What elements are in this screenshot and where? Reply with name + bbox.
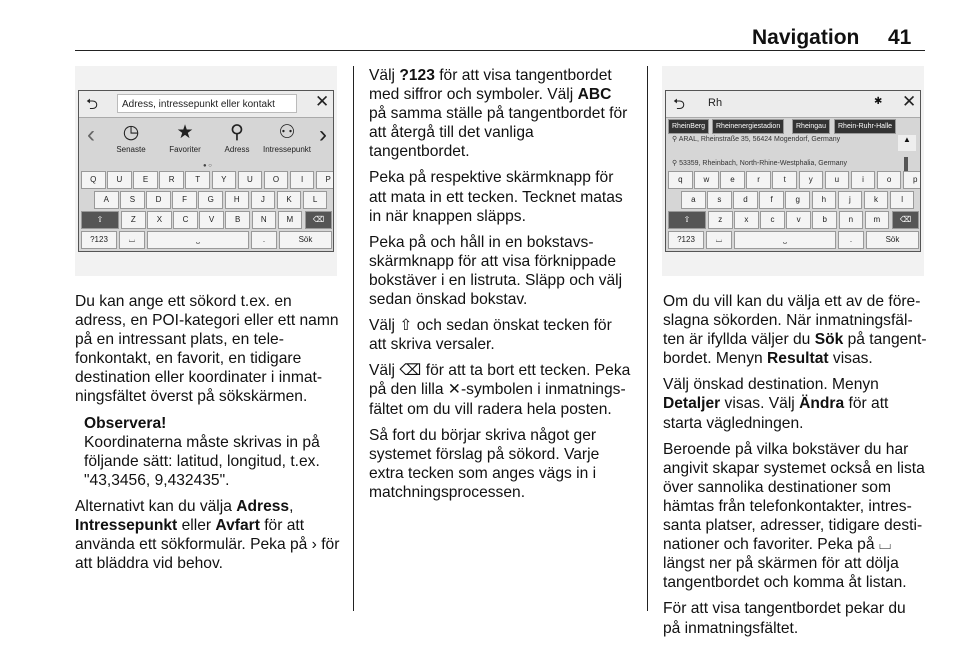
key[interactable]: J xyxy=(251,191,276,209)
key[interactable]: B xyxy=(225,211,250,229)
search-key[interactable]: Sök xyxy=(279,231,332,249)
chip[interactable]: Rheingau xyxy=(792,119,830,134)
symbols-paragraph: Välj ?123 för att visa tangentbordet med siffror och symboler. Välj ABC på samma ställe på tangentbordet för att återgå till det vanliga tangentbordet. xyxy=(369,67,628,161)
select-suggestion-paragraph: Om du vill kan du välja ett av de föreslagna sökorden. När inmatningsfälten är ifyllda väljer du Sök på tangentbordet. Menyn Resultat visas. xyxy=(663,293,927,368)
key[interactable]: Z xyxy=(121,211,146,229)
key[interactable]: H xyxy=(225,191,250,209)
suggestion-row[interactable]: ⚲ 53359, Rheinbach, North-Rhine-Westphalia, Germany xyxy=(672,160,848,167)
close-icon[interactable]: ✕ xyxy=(315,92,330,111)
shift-key-icon[interactable]: ⇧ xyxy=(668,211,706,229)
search-screen xyxy=(78,90,334,252)
show-keyboard-paragraph: För att visa tangentbordet pekar du på inmatningsfältet. xyxy=(663,600,906,637)
delete-paragraph: Välj ⌫ för att ta bort ett tecken. Peka på den lilla ✕-symbolen i inmatningsfältet om du vill radera hela posten. xyxy=(369,362,631,418)
hold-key-paragraph: Peka på och håll in en bokstavsskärmknapp för att visa förknippade bokstäver i en listruta. Släpp och välj sedan önskad bokstav. xyxy=(369,233,623,309)
key[interactable]: c xyxy=(760,211,785,229)
page-dots: ● ○ xyxy=(203,163,212,169)
key[interactable]: f xyxy=(759,191,784,209)
column-divider-left xyxy=(353,66,354,611)
star-icon: ★ xyxy=(176,122,194,143)
pin-icon: ⚲ xyxy=(672,136,679,143)
key[interactable]: b xyxy=(812,211,837,229)
key[interactable]: R xyxy=(159,171,184,189)
category-recent-label: Senaste xyxy=(116,145,146,154)
key[interactable]: A xyxy=(94,191,119,209)
key[interactable]: g xyxy=(785,191,810,209)
header-rule xyxy=(75,50,925,51)
key[interactable]: P xyxy=(316,171,334,189)
key[interactable]: e xyxy=(720,171,745,189)
key[interactable]: p xyxy=(903,171,921,189)
chip[interactable]: Rhein-Ruhr-Halle xyxy=(834,119,896,134)
key[interactable]: E xyxy=(133,171,158,189)
search-bar xyxy=(666,91,920,118)
space-key-icon[interactable]: ⎵ xyxy=(734,231,836,249)
key[interactable]: q xyxy=(668,171,693,189)
key[interactable]: G xyxy=(198,191,223,209)
shift-key-icon[interactable]: ⇧ xyxy=(81,211,119,229)
search-bar xyxy=(79,91,333,118)
right-column-text xyxy=(663,292,927,645)
back-icon[interactable]: ⮌ xyxy=(86,96,99,113)
category-address[interactable] xyxy=(215,121,259,154)
poi-icon: ⚇ xyxy=(278,122,296,143)
chip[interactable]: Rheinenergiestadion xyxy=(712,119,784,134)
key[interactable]: M xyxy=(278,211,303,229)
microphone-icon[interactable]: ✱ xyxy=(874,96,883,107)
chevron-right-icon[interactable]: › xyxy=(319,121,327,148)
key[interactable]: s xyxy=(707,191,732,209)
search-input[interactable]: Rh xyxy=(704,94,870,113)
key[interactable]: K xyxy=(277,191,302,209)
category-recent[interactable] xyxy=(109,121,153,154)
key[interactable]: Q xyxy=(81,171,106,189)
numbers-key[interactable]: ?123 xyxy=(668,231,704,249)
backspace-icon: ⌫ xyxy=(399,362,422,380)
right-figure xyxy=(662,66,924,276)
left-figure xyxy=(75,66,337,276)
suggestion-row[interactable]: ⚲ ARAL, Rheinstraße 35, 56424 Mogendorf, Germany xyxy=(672,136,841,143)
key[interactable]: V xyxy=(199,211,224,229)
note-title: Observera! xyxy=(84,414,167,432)
suggestion-paragraph: Så fort du börjar skriva något ger systemet förslag på sökord. Varje extra tecken som anges vägs in i matchningsprocessen. xyxy=(369,426,600,501)
key[interactable]: h xyxy=(812,191,837,209)
shift-icon: ⇧ xyxy=(399,317,413,335)
intro-paragraph: Du kan ange ett sökord t.ex. en adress, en POI-kategori eller ett namn på en intressant plats, en telefonkontakt, en favorit, en tidigare destination eller koordinater i inmatningsfältet överst på sökskärmen. xyxy=(75,293,339,406)
key[interactable]: O xyxy=(264,171,289,189)
hide-keyboard-icon[interactable]: ⌴ xyxy=(706,231,732,249)
key[interactable]: F xyxy=(172,191,197,209)
note-box xyxy=(75,414,341,490)
hide-keyboard-icon: ⌴ xyxy=(878,536,892,554)
key[interactable]: t xyxy=(772,171,797,189)
key[interactable]: a xyxy=(681,191,706,209)
pin-icon: ⚲ xyxy=(672,160,680,167)
page-header-title: Navigation xyxy=(752,26,860,49)
key[interactable]: y xyxy=(799,171,824,189)
dot-key[interactable]: . xyxy=(251,231,277,249)
key[interactable]: C xyxy=(173,211,198,229)
key[interactable]: r xyxy=(746,171,771,189)
back-icon[interactable]: ⮌ xyxy=(673,96,686,113)
key[interactable]: I xyxy=(290,171,315,189)
category-favorites-label: Favoriter xyxy=(169,145,201,154)
key[interactable]: S xyxy=(120,191,145,209)
left-column-text xyxy=(75,292,341,580)
key[interactable]: u xyxy=(825,171,850,189)
key[interactable]: k xyxy=(864,191,889,209)
page-number: 41 xyxy=(888,26,912,49)
search-key[interactable]: Sök xyxy=(866,231,919,249)
address-pin-icon: ⚲ xyxy=(230,122,244,143)
category-address-label: Adress xyxy=(224,145,250,154)
key[interactable]: i xyxy=(851,171,876,189)
key[interactable]: U xyxy=(238,171,263,189)
key[interactable]: o xyxy=(877,171,902,189)
chevron-left-icon[interactable]: ‹ xyxy=(87,121,95,148)
category-poi-label: Intressepunkt xyxy=(262,145,312,154)
hide-keyboard-icon[interactable]: ⌴ xyxy=(119,231,145,249)
search-input[interactable]: Adress, intressepunkt eller kontakt xyxy=(117,94,297,113)
key[interactable]: d xyxy=(733,191,758,209)
chip[interactable]: RheinBerg xyxy=(668,119,709,134)
key[interactable]: N xyxy=(252,211,277,229)
clock-icon: ◷ xyxy=(122,122,140,143)
destinations-list-paragraph: Beroende på vilka bokstäver du har angivit skapar systemet också en lista över sannolika destinationer som hämtas från telefonkontakter, intressanta platser, adresser, tidigare destinationer och favoriter. Peka på ⌴ längst ner på skärmen för att dölja tangentbordet och komma åt listan. xyxy=(663,440,925,592)
key-press-paragraph: Peka på respektive skärmknapp för att mata in ett tecken. Tecknet matas in när knappen släpps. xyxy=(369,169,623,225)
key[interactable]: v xyxy=(786,211,811,229)
close-icon: ✕ xyxy=(447,381,461,399)
shift-paragraph: Välj ⇧ och sedan önskat tecken för att skriva versaler. xyxy=(369,317,612,354)
key[interactable]: T xyxy=(185,171,210,189)
key[interactable]: w xyxy=(694,171,719,189)
key[interactable]: n xyxy=(839,211,864,229)
key[interactable]: Y xyxy=(212,171,237,189)
space-key-icon[interactable]: ⎵ xyxy=(147,231,249,249)
note-text: Koordinaterna måste skrivas in på följande sätt: latitud, longitud, t.ex. "43,3456, 9,432435". xyxy=(84,433,320,489)
key[interactable]: D xyxy=(146,191,171,209)
close-icon[interactable]: ✕ xyxy=(902,92,917,111)
category-poi[interactable] xyxy=(259,121,315,154)
key[interactable]: j xyxy=(838,191,863,209)
key[interactable]: z xyxy=(708,211,733,229)
category-favorites[interactable] xyxy=(163,121,207,154)
select-destination-paragraph: Välj önskad destination. Menyn Detaljer visas. Välj Ändra för att starta vägledningen. xyxy=(663,376,889,432)
key[interactable]: x xyxy=(734,211,759,229)
alternative-paragraph: Alternativt kan du välja Adress, Intressepunkt eller Avfart för att använda ett sökformulär. Peka på › för att bläddra vid behov. xyxy=(75,497,340,573)
numbers-key[interactable]: ?123 xyxy=(81,231,117,249)
dot-key[interactable]: . xyxy=(838,231,864,249)
key[interactable]: U xyxy=(107,171,132,189)
chevron-right-icon: › xyxy=(311,536,317,554)
key[interactable]: m xyxy=(865,211,890,229)
scroll-up-icon[interactable]: ▲ xyxy=(898,135,916,151)
suggestion-chips xyxy=(668,119,920,133)
column-divider-right xyxy=(647,66,648,611)
key[interactable]: L xyxy=(303,191,328,209)
backspace-key-icon[interactable]: ⌫ xyxy=(892,211,919,229)
key[interactable]: X xyxy=(147,211,172,229)
key[interactable]: l xyxy=(890,191,915,209)
middle-column-text xyxy=(369,66,633,509)
backspace-key-icon[interactable]: ⌫ xyxy=(305,211,332,229)
suggestion-screen xyxy=(665,90,921,252)
